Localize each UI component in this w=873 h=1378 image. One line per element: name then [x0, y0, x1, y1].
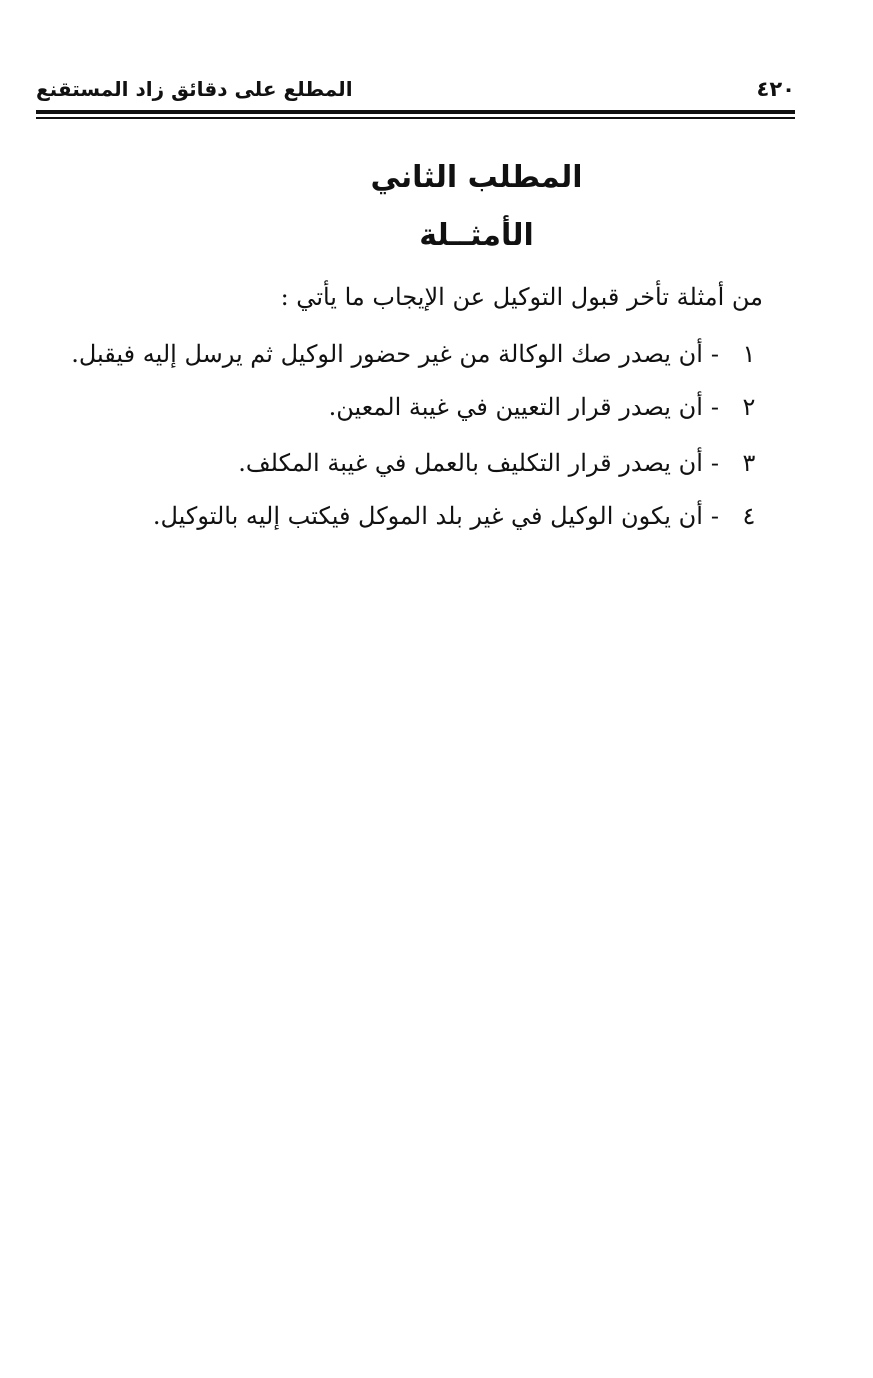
- list-item-number: ٤: [742, 502, 756, 530]
- page-number: ٤٢٠: [756, 77, 795, 101]
- header-rule-thin: [36, 117, 795, 119]
- list-item-number: ١: [742, 340, 756, 368]
- list-item-dash: -: [710, 340, 719, 368]
- list-item-dash: -: [710, 449, 719, 477]
- list-item-number: ٣: [742, 449, 756, 477]
- running-header-title: المطلع على دقائق زاد المستقنع: [36, 77, 353, 101]
- list-item-dash: -: [710, 502, 719, 530]
- section-subtitle: الأمثــلة: [419, 218, 534, 253]
- list-item: [60, 340, 763, 368]
- list-item-text: أن يكون الوكيل في غير بلد الموكل فيكتب إليه بالتوكيل.: [152, 502, 703, 530]
- list-item: [60, 449, 763, 477]
- intro-paragraph: من أمثلة تأخر قبول التوكيل عن الإيجاب ما يأتي :: [280, 283, 763, 311]
- header-rule-thick: [36, 110, 795, 114]
- list-item: [60, 502, 763, 530]
- list-item-number: ٢: [742, 393, 756, 421]
- list-item: [60, 393, 763, 421]
- list-item-text: أن يصدر قرار التكليف بالعمل في غيبة المكلف.: [238, 449, 703, 477]
- section-title: المطلب الثاني: [370, 160, 583, 195]
- list-item-dash: -: [710, 393, 719, 421]
- list-item-text: أن يصدر قرار التعيين في غيبة المعين.: [328, 393, 703, 421]
- list-item-text: أن يصدر صك الوكالة من غير حضور الوكيل ثم يرسل إليه فيقبل.: [71, 340, 703, 368]
- running-header: [36, 72, 795, 106]
